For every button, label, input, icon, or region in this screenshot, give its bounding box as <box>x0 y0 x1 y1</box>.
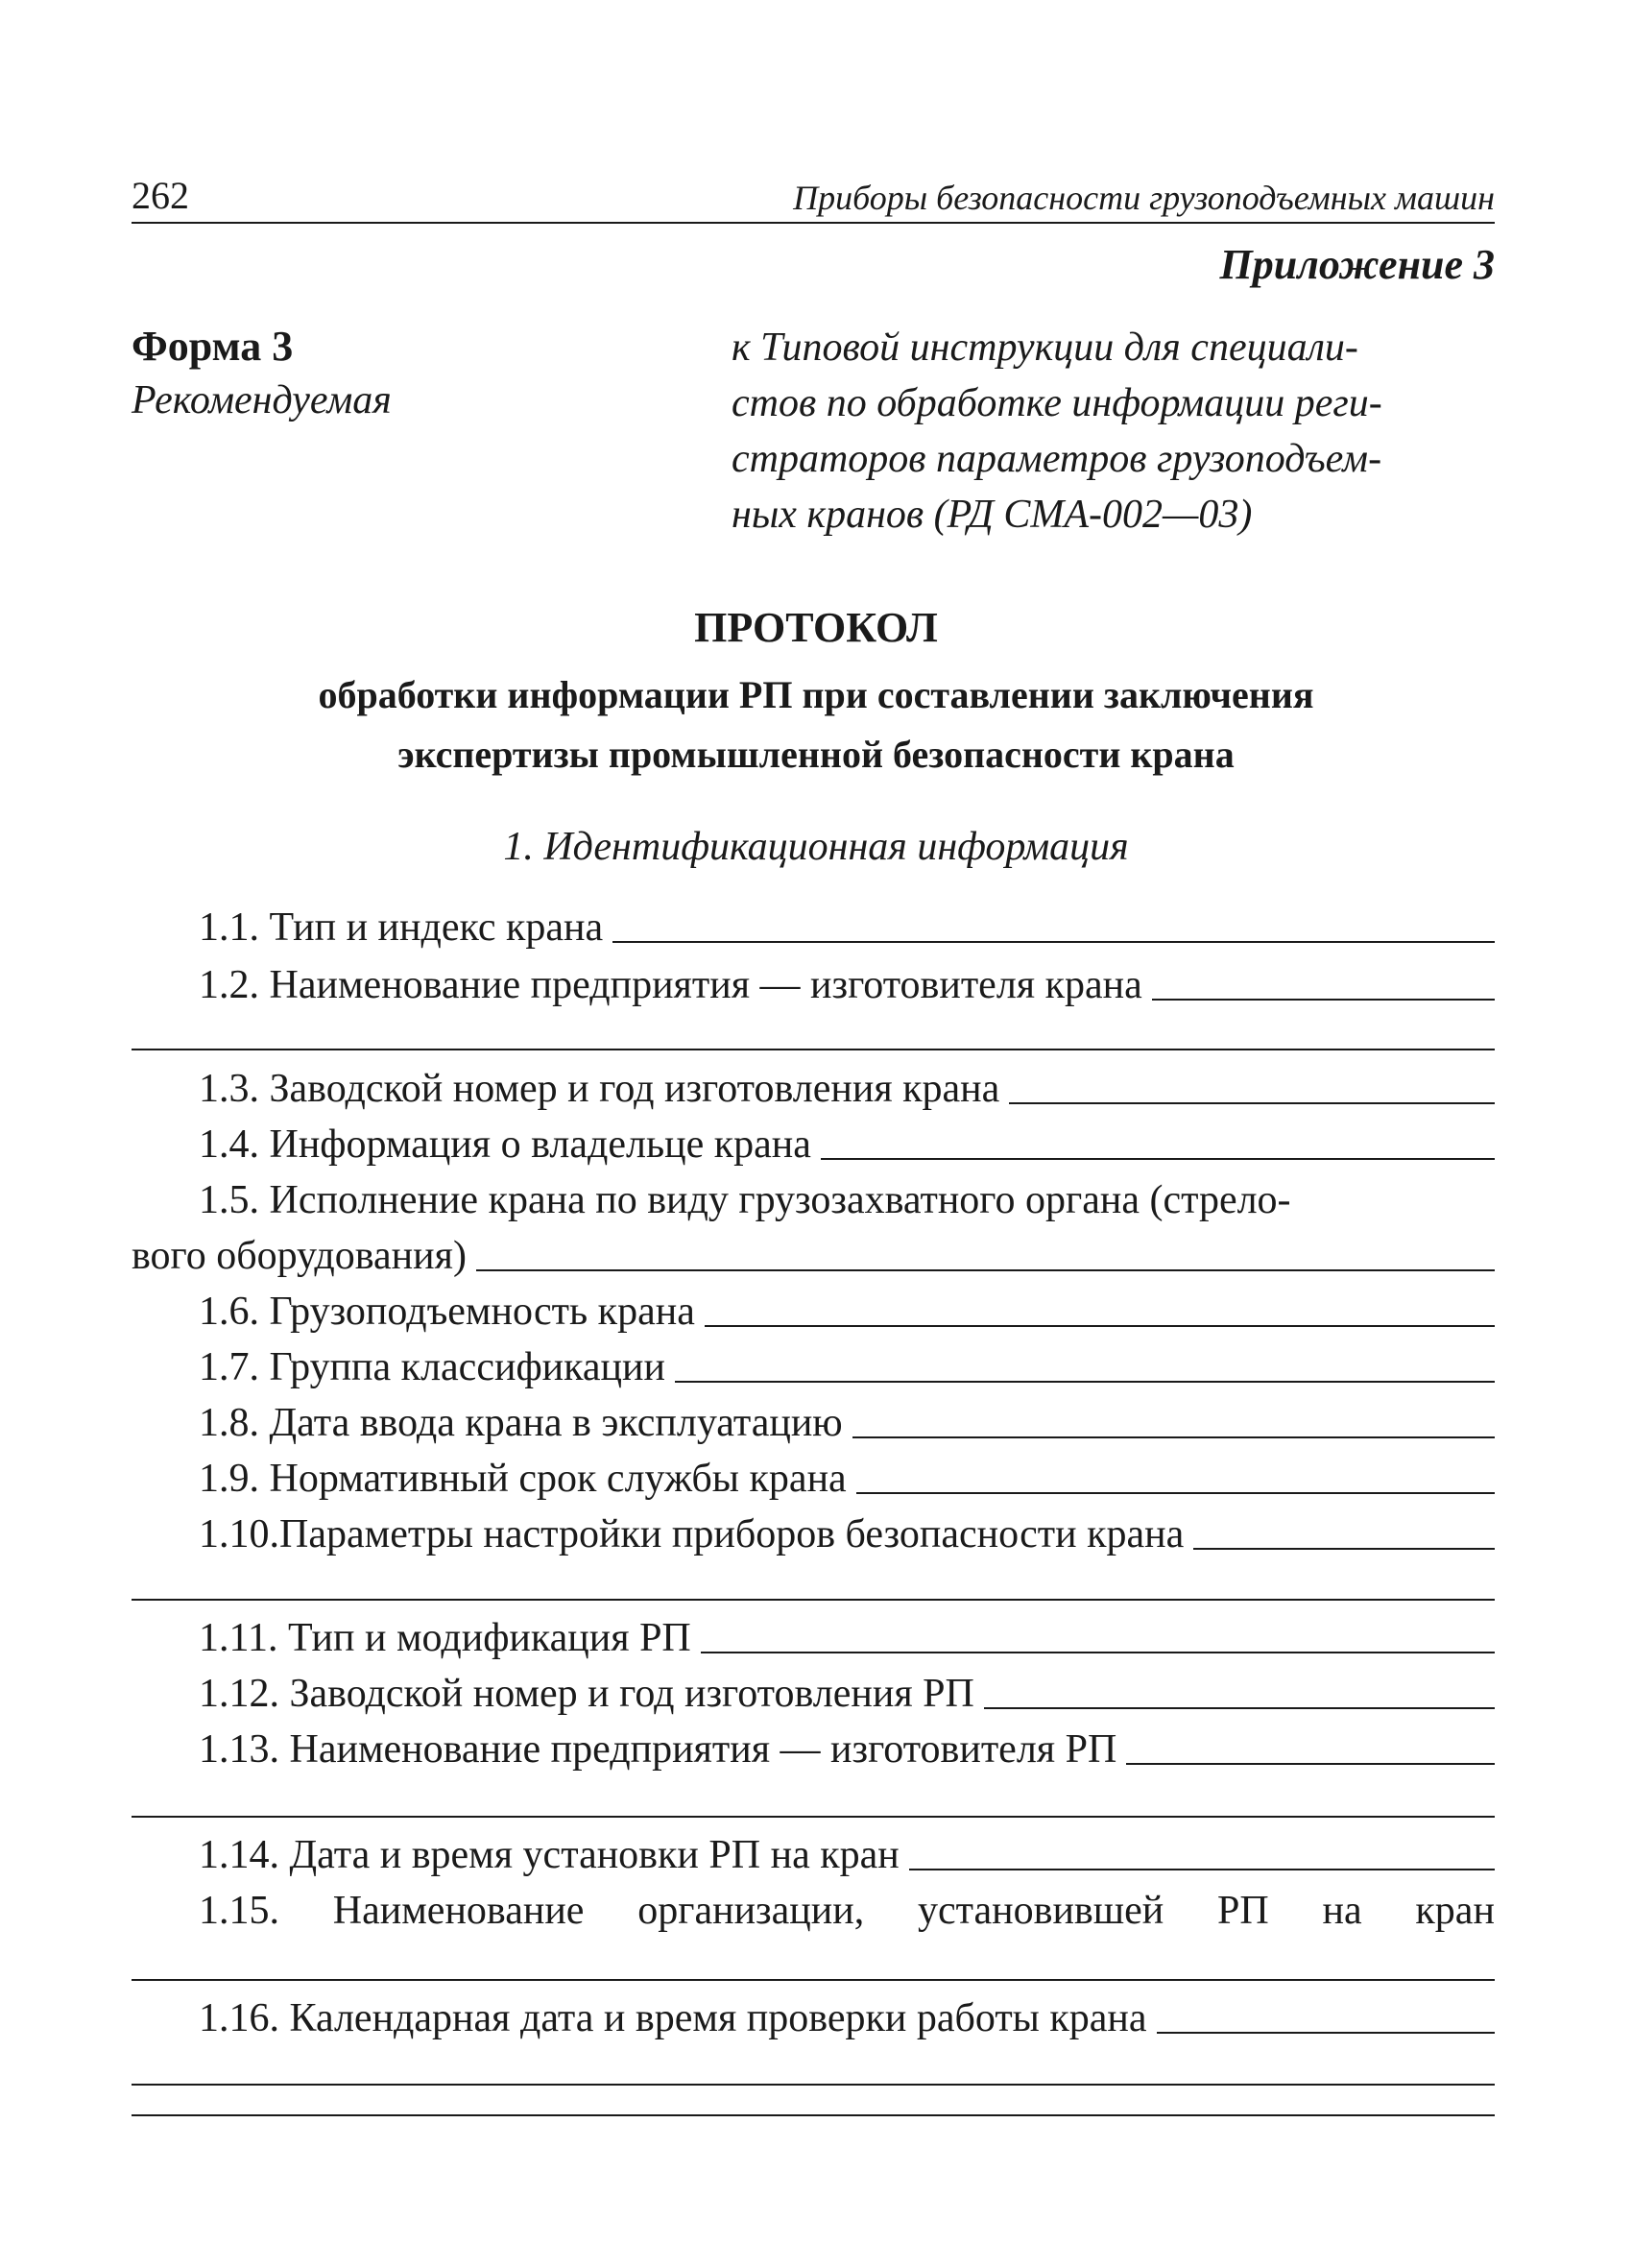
page-number: 262 <box>132 174 189 217</box>
label-word: организации, <box>637 1889 865 1933</box>
field-label: 1.12. Заводской номер и год изготовления РП <box>199 1672 974 1716</box>
blank-line[interactable] <box>701 1650 1495 1653</box>
instruction-line: стов по обработке информации реги- <box>732 381 1382 425</box>
subtitle-line: экспертизы промышленной безопасности крана <box>397 733 1235 776</box>
blank-line[interactable] <box>1157 2030 1495 2034</box>
label-word: установившей <box>918 1889 1164 1933</box>
field-label: 1.10.Параметры настройки приборов безопасности крана <box>199 1512 1185 1556</box>
field-label: 1.6. Грузоподъемность крана <box>199 1290 695 1334</box>
blank-line[interactable] <box>132 1816 1495 1818</box>
field-label: 1.5. Исполнение крана по виду грузозахватного органа (стрело- <box>199 1178 1291 1222</box>
field-label: 1.13. Наименование предприятия — изготовителя РП <box>199 1727 1117 1772</box>
appendix-label: Приложение 3 <box>1219 241 1495 288</box>
form-row-1-13 <box>132 1725 1495 1773</box>
field-label: вого оборудования) <box>132 1234 467 1278</box>
blank-line[interactable] <box>476 1267 1495 1271</box>
blank-line[interactable] <box>675 1379 1495 1383</box>
form-row-1-7 <box>132 1342 1495 1390</box>
label-word: 1.15. <box>199 1889 279 1933</box>
field-label: 1.3. Заводской номер и год изготовления крана <box>199 1067 1000 1111</box>
form-label: Форма 3 <box>132 323 294 370</box>
form-row-1-5-cont <box>132 1231 1495 1279</box>
section-heading: 1. Идентификационная информация <box>503 825 1129 869</box>
subtitle-line: обработки информации РП при составлении заключения <box>318 673 1314 716</box>
field-label: 1.7. Группа классификации <box>199 1345 665 1389</box>
field-label <box>132 1888 1495 1934</box>
field-label: 1.8. Дата ввода крана в эксплуатацию <box>199 1401 843 1445</box>
form-recommended: Рекомендуемая <box>132 378 392 422</box>
label-word: на <box>1322 1889 1362 1933</box>
blank-line[interactable] <box>612 939 1495 943</box>
blank-line[interactable] <box>1009 1100 1495 1104</box>
protocol-subtitle <box>0 665 1632 784</box>
form-row-1-5 <box>132 1175 1495 1223</box>
form-row-1-9 <box>132 1454 1495 1502</box>
blank-line[interactable] <box>852 1435 1495 1438</box>
blank-line[interactable] <box>909 1867 1495 1870</box>
form-row-1-8 <box>132 1398 1495 1446</box>
field-label: 1.2. Наименование предприятия — изготовителя крана <box>199 963 1142 1007</box>
blank-line[interactable] <box>132 2114 1495 2116</box>
field-label: 1.11. Тип и модификация РП <box>199 1616 691 1660</box>
blank-line[interactable] <box>984 1705 1495 1709</box>
field-label: 1.14. Дата и время установки РП на кран <box>199 1833 900 1877</box>
field-label: 1.9. Нормативный срок службы крана <box>199 1457 847 1501</box>
form-row-1-2 <box>132 960 1495 1008</box>
blank-line[interactable] <box>1193 1546 1495 1550</box>
instruction-reference <box>732 320 1495 543</box>
instruction-line: страторов параметров грузоподъем- <box>732 437 1382 481</box>
blank-line[interactable] <box>132 1979 1495 1981</box>
blank-line[interactable] <box>1126 1761 1495 1765</box>
label-word: РП <box>1217 1889 1269 1933</box>
field-label: 1.16. Календарная дата и время проверки работы крана <box>199 1996 1147 2040</box>
protocol-title: ПРОТОКОЛ <box>694 604 938 651</box>
label-word: кран <box>1415 1889 1495 1933</box>
blank-line[interactable] <box>821 1156 1495 1160</box>
form-row-1-1 <box>132 903 1495 951</box>
form-row-1-6 <box>132 1287 1495 1335</box>
form-row-1-14 <box>132 1830 1495 1878</box>
form-row-1-11 <box>132 1613 1495 1661</box>
running-header <box>132 176 1495 224</box>
form-row-1-16 <box>132 1993 1495 2041</box>
blank-line[interactable] <box>856 1490 1495 1494</box>
instruction-line: ных кранов (РД СМА-002—03) <box>732 493 1253 537</box>
label-word: Наименование <box>332 1889 585 1933</box>
blank-line[interactable] <box>132 1049 1495 1050</box>
form-row-1-12 <box>132 1669 1495 1717</box>
blank-line[interactable] <box>132 2084 1495 2086</box>
blank-line[interactable] <box>132 1599 1495 1601</box>
form-row-1-15 <box>132 1886 1495 1934</box>
blank-line[interactable] <box>1152 997 1495 1001</box>
running-title: Приборы безопасности грузоподъемных машин <box>793 179 1495 217</box>
field-label: 1.4. Информация о владельце крана <box>199 1122 811 1167</box>
instruction-line: к Типовой инструкции для специали- <box>732 326 1358 370</box>
blank-line[interactable] <box>705 1323 1495 1327</box>
form-row-1-3 <box>132 1064 1495 1112</box>
form-row-1-10 <box>132 1509 1495 1557</box>
field-label: 1.1. Тип и индекс крана <box>199 905 604 950</box>
form-row-1-4 <box>132 1120 1495 1168</box>
